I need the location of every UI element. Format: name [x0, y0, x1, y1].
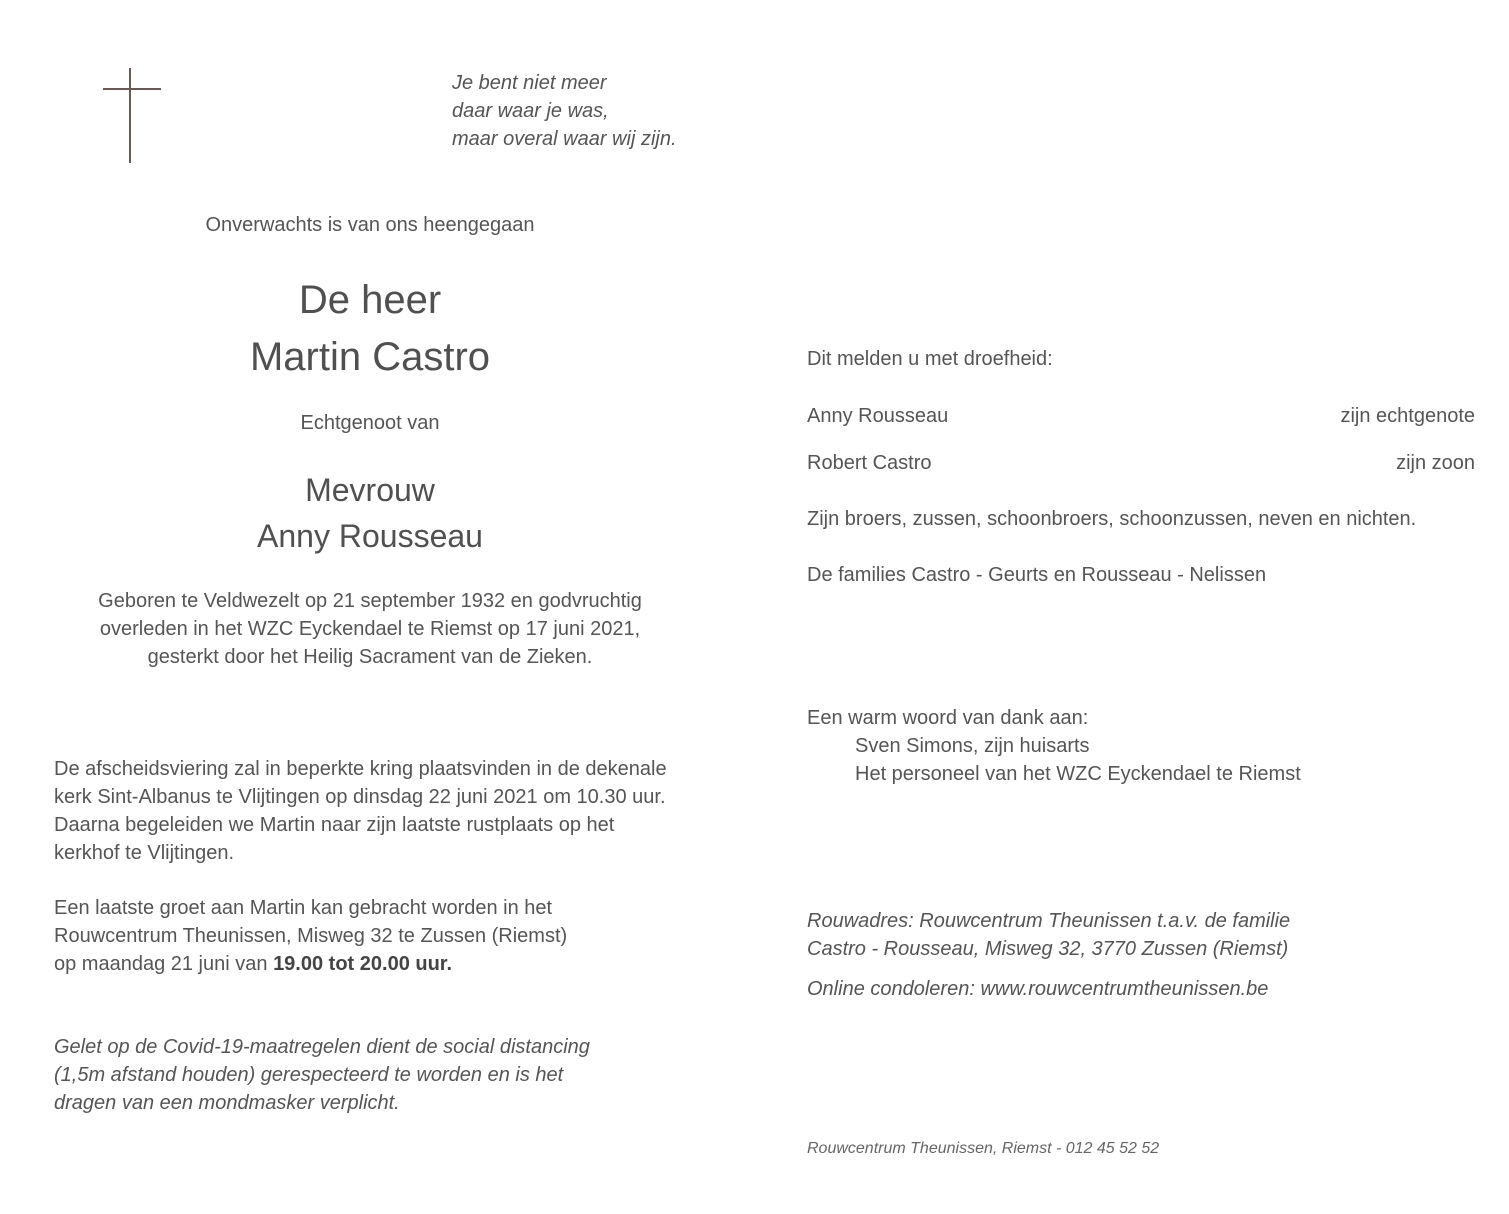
paragraph-line: Rouwcentrum Theunissen, Misweg 32 te Zussen (Riemst): [54, 925, 568, 947]
paragraph-line: Een laatste groet aan Martin kan gebracht worden in het: [54, 897, 553, 919]
poem-line: daar waar je was,: [452, 100, 609, 122]
info-line: overleden in het WZC Eyckendael te Riemst op 17 juni 2021,: [99, 618, 641, 640]
birth-death-info: [40, 587, 700, 671]
family-row: [807, 452, 1475, 475]
paragraph-line: Gelet op de Covid-19-maatregelen dient de social distancing: [54, 1036, 590, 1058]
family-member-relation: zijn echtgenote: [1340, 405, 1475, 427]
poem: [452, 69, 677, 153]
spouse-title: Mevrouw: [305, 472, 435, 508]
family-member-name: Robert Castro: [807, 452, 932, 474]
ceremony-paragraph: [54, 755, 714, 867]
deceased-name-block: [40, 272, 700, 386]
paragraph-line: [54, 950, 714, 978]
paragraph-line: dragen van een mondmasker verplicht.: [54, 1092, 400, 1114]
announcement-heading: Dit melden u met droefheid:: [807, 348, 1053, 370]
address-line: Rouwadres: Rouwcentrum Theunissen t.a.v. de familie: [807, 910, 1291, 932]
thanks-section: [807, 704, 1301, 788]
family-member-relation: zijn zoon: [1396, 452, 1475, 474]
visit-paragraph: [54, 894, 714, 978]
intro-text: Onverwachts is van ons heengegaan: [205, 214, 535, 236]
footer-contact: Rouwcentrum Theunissen, Riemst - 012 45 52 52: [807, 1140, 1160, 1157]
info-line: Geboren te Veldwezelt op 21 september 1932 en godvruchtig: [98, 590, 642, 612]
family-member-name: Anny Rousseau: [807, 405, 949, 427]
paragraph-line: (1,5m afstand houden) gerespecteerd te worden en is het: [54, 1064, 564, 1086]
visit-time: 19.00 tot 20.00 uur.: [273, 953, 453, 975]
poem-line: Je bent niet meer: [452, 72, 607, 94]
families-line: De families Castro - Geurts en Rousseau - Nelissen: [807, 564, 1267, 586]
deceased-title: De heer: [298, 278, 442, 322]
cross-vertical: [129, 68, 131, 163]
spouse-label: Echtgenoot van: [300, 412, 440, 434]
mourning-address: [807, 907, 1290, 963]
thanks-item: Sven Simons, zijn huisarts: [855, 735, 1090, 757]
spouse-name-block: [40, 467, 700, 559]
covid-notice: [54, 1033, 714, 1117]
paragraph-line: kerk Sint-Albanus te Vlijtingen op dinsdag 22 juni 2021 om 10.30 uur.: [54, 786, 666, 808]
spouse-name: Anny Rousseau: [257, 518, 483, 554]
family-row: [807, 405, 1475, 428]
paragraph-line: Daarna begeleiden we Martin naar zijn laatste rustplaats op het: [54, 814, 615, 836]
online-condolence: Online condoleren: www.rouwcentrumtheunissen.be: [807, 978, 1269, 1000]
address-line: Castro - Rousseau, Misweg 32, 3770 Zussen (Riemst): [807, 938, 1289, 960]
cross-horizontal: [103, 88, 161, 90]
thanks-item: Het personeel van het WZC Eyckendael te Riemst: [855, 763, 1301, 785]
thanks-title: Een warm woord van dank aan:: [807, 707, 1089, 729]
info-line: gesterkt door het Heilig Sacrament van de Zieken.: [147, 646, 593, 668]
paragraph-line: De afscheidsviering zal in beperkte kring plaatsvinden in de dekenale: [54, 758, 667, 780]
siblings-line: Zijn broers, zussen, schoonbroers, schoonzussen, neven en nichten.: [807, 508, 1417, 530]
paragraph-line: kerkhof te Vlijtingen.: [54, 842, 235, 864]
poem-line: maar overal waar wij zijn.: [452, 128, 677, 150]
deceased-name: Martin Castro: [249, 335, 491, 379]
visit-date: op maandag 21 juni van: [54, 953, 274, 975]
